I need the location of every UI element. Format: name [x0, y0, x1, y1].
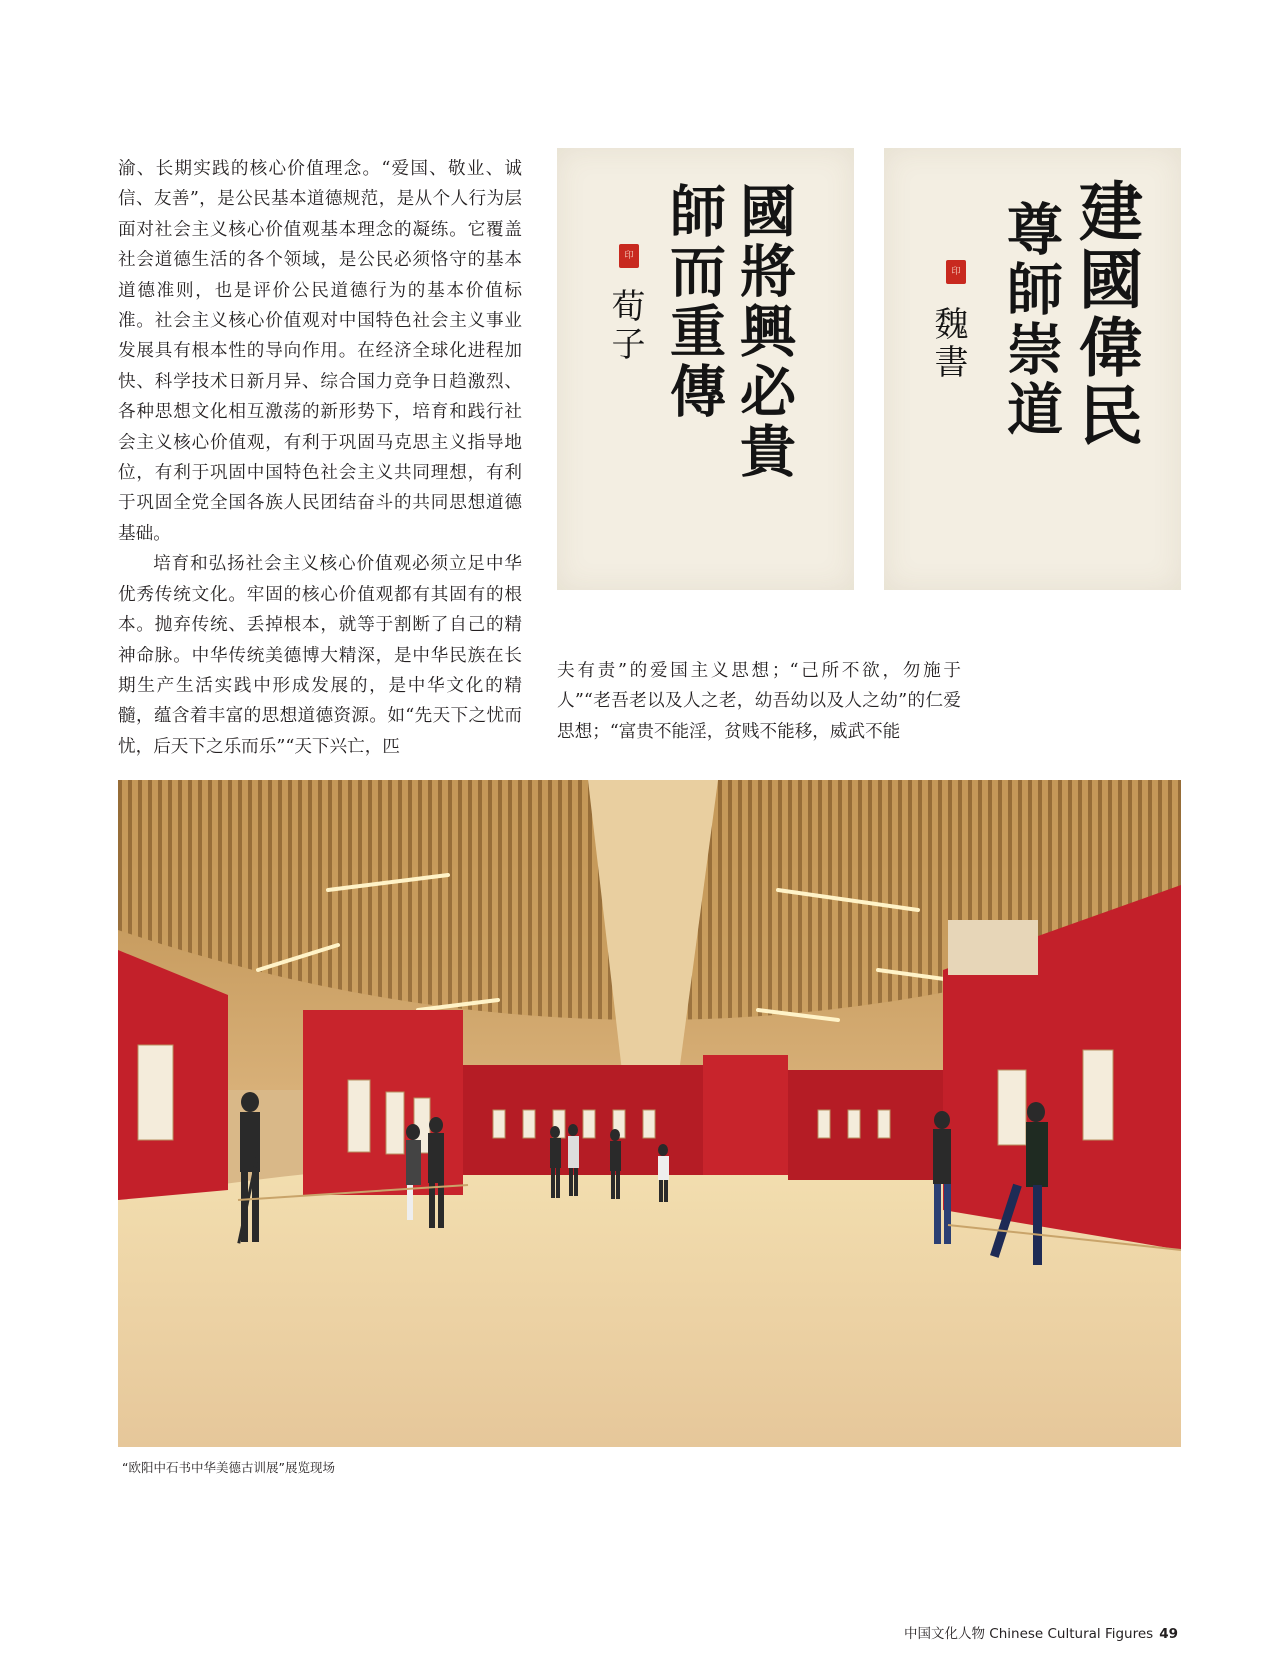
- calligraphy-line: 尊師崇道: [998, 200, 1064, 440]
- page-footer: [904, 1622, 1178, 1642]
- calligraphy-scroll-xunzi: [557, 148, 854, 590]
- calligraphy-line: 建國偉民: [1068, 178, 1143, 450]
- body-paragraph: 培育和弘扬社会主义核心价值观必须立足中华优秀传统文化。牢固的核心价值观都有其固有的根本。抛弃传统、丢掉根本，就等于割断了自己的精神命脉。中华传统美德博大精深，是中华民族在长期生产生活实践中形成发展的，是中华文化的精髓，蕴含着丰富的思想道德资源。如“先天下之忧而忧，后天下之乐而乐”“天下兴亡，匹: [118, 554, 522, 757]
- page-number: 49: [1159, 1626, 1178, 1642]
- calligraphy-line: 師而重傳: [661, 182, 727, 422]
- calligraphy-signature: 荀子: [605, 288, 645, 364]
- right-text-column: [557, 656, 961, 747]
- seal-stamp: 印: [946, 260, 966, 284]
- body-paragraph: 夫有责”的爱国主义思想；“己所不欲，勿施于人”“老吾老以及人之老，幼吾幼以及人之幼”的仁爱思想；“富贵不能淫，贫贱不能移，威武不能: [557, 661, 961, 742]
- exhibition-hall-photo: [118, 780, 1181, 1447]
- body-paragraph: 渝、长期实践的核心价值理念。“爱国、敬业、诚信、友善”，是公民基本道德规范，是从个人行为层面对社会主义核心价值观基本理念的凝练。它覆盖社会道德生活的各个领域，是公民必须恪守的基本道德准则，也是评价公民道德行为的基本价值标准。社会主义核心价值观对中国特色社会主义事业发展具有根本性的导向作用。在经济全球化进程加快、科学技术日新月异、综合国力竞争日趋激烈、各种思想文化相互激荡的新形势下，培育和践行社会主义核心价值观，有利于巩固马克思主义指导地位，有利于巩固中国特色社会主义共同理想，有利于巩固全党全国各族人民团结奋斗的共同思想道德基础。: [118, 159, 522, 544]
- publication-name: 中国文化人物 Chinese Cultural Figures: [903, 1626, 1154, 1642]
- calligraphy-line: 國將興必貴: [731, 182, 797, 482]
- seal-stamp: 印: [619, 244, 639, 268]
- photo-caption: “欧阳中石书中华美德古训展”展览现场: [122, 1460, 335, 1475]
- exhibition-hall-illustration: [118, 780, 1181, 1447]
- calligraphy-scroll-weishu: [884, 148, 1181, 590]
- left-text-column: [118, 154, 522, 762]
- calligraphy-signature: 魏書: [928, 306, 968, 382]
